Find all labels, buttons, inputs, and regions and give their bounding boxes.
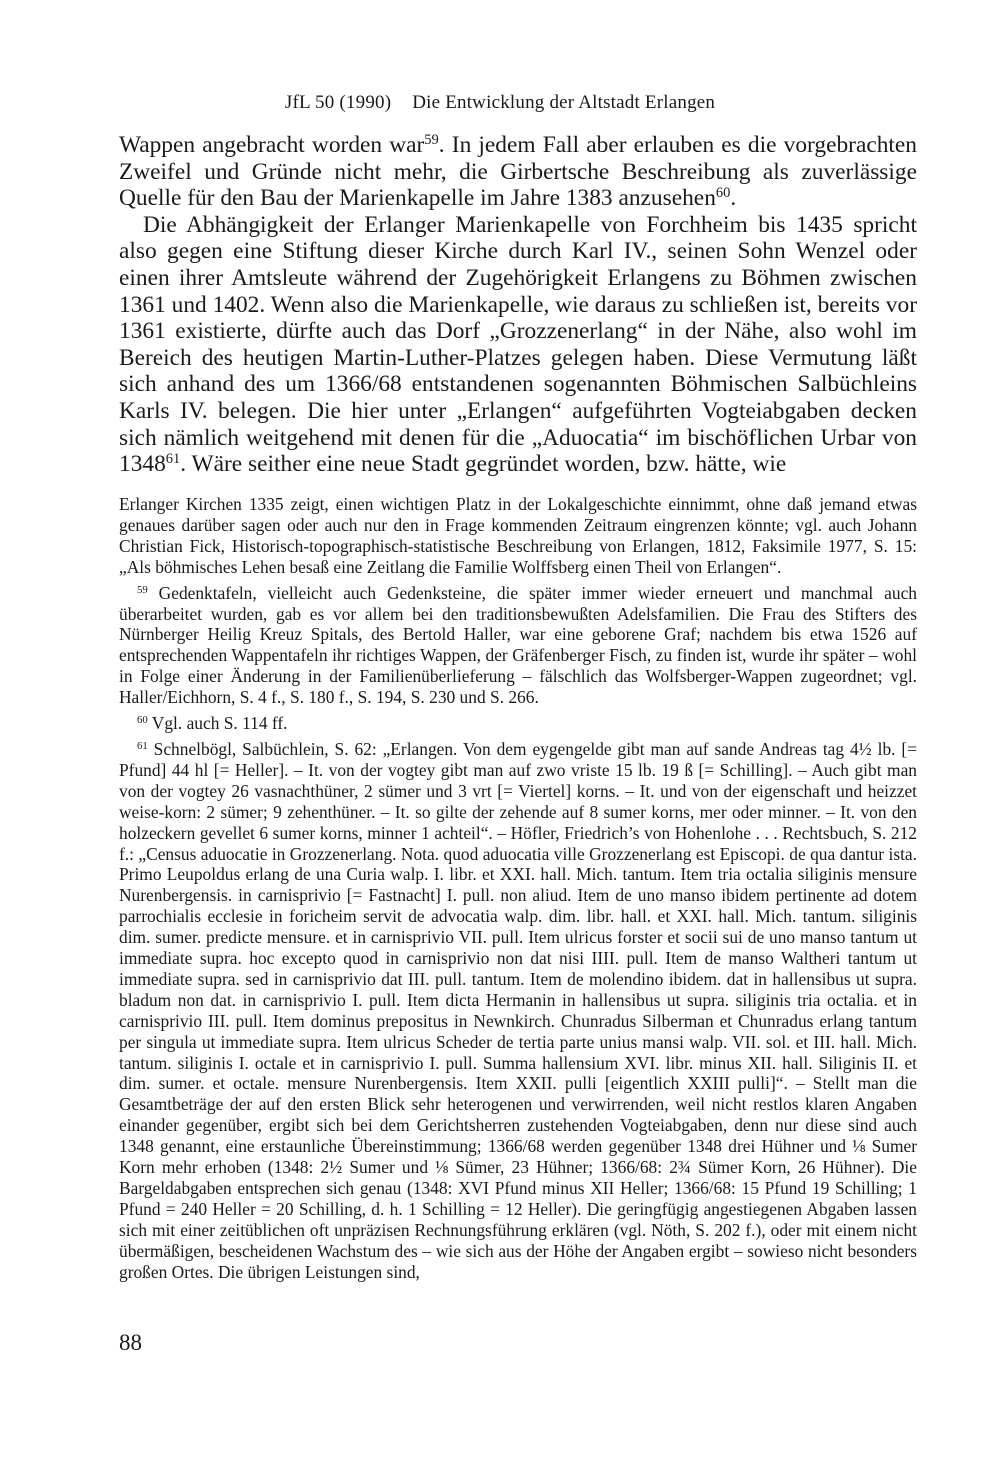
paragraph-2-text-a: Die Abhängigkeit der Erlanger Marienkapelle von Forchheim bis 1435 spricht also gegen eine Stiftung dieser Kirche durch Karl IV., seinen Sohn Wenzel oder einen ihrer Amtsleute während der Zugehörigkeit Erlangens zu Böhmen zwischen 1361 und 1402. Wenn also die Marienkapelle, wie daraus zu schließen ist, bereits vor 1361 existierte, dürfte auch das Dorf „Grozzenerlang“ in der Nähe, also wohl im Bereich des heutigen Martin-Luther-Platzes gelegen haben. Diese Vermutung läßt sich anhand des um 1366/68 entstandenen sogenannten Böhmischen Salbüchleins Karls IV. belegen. Die hier unter „Erlangen“ aufgeführten Vogteiabgaben decken sich nämlich weitgehend mit denen für die „Aduocatia“ im bischöflichen Urbar von 1348	[119, 211, 917, 478]
footnote-60-text: Vgl. auch S. 114 ff.	[147, 713, 288, 734]
paragraph-2-text-b: . Wäre seither eine neue Stadt gegründet worden, bzw. hätte, wie	[180, 451, 787, 478]
footnote-continuation: Erlanger Kirchen 1335 zeigt, einen wichtigen Platz in der Lokalgeschichte einnimmt, ohne daß jemand etwas genaues darüber sagen oder auch nur den in Frage kommenden Zeitraum eingrenzen könnte; vgl. auch Johann Christian Fick, Historisch-topographisch-statistische Beschreibung von Erlangen, 1812, Faksimile 1977, S. 15: „Als böhmisches Lehen besaß eine Zeitlang die Familie Wolffsberg einen Theil von Erlangen“.	[119, 494, 917, 577]
page-number: 88	[119, 1330, 142, 1355]
footnotes	[119, 494, 917, 1283]
header-title: Die Entwicklung der Altstadt Erlangen	[412, 92, 716, 113]
running-header	[0, 92, 1000, 114]
footnote-59-number: 59	[137, 583, 148, 596]
footnote-61-number: 61	[137, 740, 148, 753]
footnote-60	[119, 713, 917, 734]
footnote-60-number: 60	[137, 714, 148, 727]
main-text	[119, 132, 917, 478]
paragraph-2	[119, 212, 917, 478]
footnote-59-text: Gedenktafeln, vielleicht auch Gedenksteine, die später immer wieder erneuert und manchmal auch überarbeitet wurden, gab es vor allem bei den traditionsbewußten Adelsfamilien. Die Frau des Stifters des Nürnberger Heilig Kreuz Spitals, des Bertold Haller, war eine geborene Graf; nachdem bis etwa 1526 auf entsprechenden Wappentafeln ihr richtiges Wappen, der Gräfenberger Fisch, zu finden ist, wurde ihr später – wohl in Folge einer Änderung in der Familienüberlieferung – fälschlich das Wolfsberger-Wappen zugeordnet; vgl. Haller/Eichhorn, S. 4 f., S. 180 f., S. 194, S. 230 und S. 266.	[119, 582, 917, 708]
paragraph-1-text-a: Wappen angebracht worden war	[119, 132, 425, 158]
paragraph-1	[119, 132, 917, 212]
header-journal: JfL 50 (1990)	[284, 92, 392, 113]
paragraph-1-text-b: . In jedem Fall aber erlauben es die vorgebrachten Zweifel und Gründe nicht mehr, die Girbertsche Beschreibung als zuverlässige Quelle für den Bau der Marienkapelle im Jahre 1383 anzusehen	[119, 132, 917, 212]
paragraph-1-text-c: .	[730, 185, 737, 212]
footnote-ref-60: 60	[715, 185, 731, 202]
footnote-ref-59: 59	[424, 132, 439, 149]
footnote-ref-61: 61	[165, 451, 181, 468]
footnote-59	[119, 583, 917, 708]
footnote-61	[119, 739, 917, 1283]
footnote-61-text: Schnelbögl, Salbüchlein, S. 62: „Erlangen. Von dem eygengelde gibt man auf sande Andreas tag 4½ lb. [= Pfund] 44 hl [= Heller]. – It. von der vogtey gibt man auf zwo vriste 15 lb. 19 ß [= Schilling]. – Auch gibt man von der vogtey 26 vasnachthüner, 2 sümer und 3 vrt [= Viertel] korns. – It. und von der eigenschaft und heizzet weise-korn: 2 sümer; 9 zehenthüner. – It. so gilte der zehende auf 8 sumer korns, mer oder minner. – It. von den holzeckern gevellet 6 sumer korns, minner 1 achteil“. – Höfler, Friedrich’s von Hohenlohe . . . Rechtsbuch, S. 212 f.: „Census aduocatie in Grozzenerlang. Nota. quod aduocatia ville Grozzenerlang est Episcopi. de qua dantur ista. Primo Leupoldus erlang de una Curia walp. I. libr. et XXI. hall. Mich. tantum. Item tria octalia siliginis mensure Nurenbergensis. in carnisprivio [= Fastnacht] I. pull. non aliud. Item de uno manso ibidem pertinente ad dotem parrochialis ecclesie in foricheim servit de advocatia walp. dim. libr. hall. et XXI. hall. Mich. tantum. siliginis dim. sumer. predicte mensure. et in carnisprivio VII. pull. Item ulricus forster et socii sui de uno manso tantum ut immediate supra. hoc excepto quod in carnisprivio non dat nisi IIII. pull. Item de manso Waltheri tantum ut immediate supra. sed in carnisprivio dat III. pull. tantum. Item de molendino ibidem. dat in hallensibus ut supra. bladum non dat. in carnisprivio I. pull. Item dicta Hermanin in hallensibus ut supra. siliginis tria octalia. et in carnisprivio III. pull. Item dominus prepositus in Newnkirch. Chunradus Silberman et Chunradus erlang tantum per singula ut immediate supra. Item ulricus Scheder de tertia parte unius mansi walp. VII. sol. et III. hall. Mich. tantum. siliginis I. octale et in carnisprivio I. pull. Summa hallensium XVI. libr. minus XII. hall. Siliginis II. et dim. sumer. et octale. mensure Nurenbergensis. Item XXII. pulli [eigentlich XXIII pulli]“. – Stellt man die Gesamtbeträge der auf den ersten Blick sehr heterogenen und verwirrenden, weil nicht restlos klaren Angaben einander gegenüber, ergibt sich bei dem Gerichtsherren zustehenden Vogteiabgaben, denn nur diese sind auch 1348 genannt, eine erstaunliche Übereinstimmung; 1366/68 werden gegenüber 1348 drei Hühner und ⅛ Sumer Korn mehr erhoben (1348: 2½ Sumer und ⅛ Sümer, 23 Hühner; 1366/68: 2¾ Sümer Korn, 26 Hühner). Die Bargeldabgaben entsprechen sich genau (1348: XVI Pfund minus XII Heller; 1366/68: 15 Pfund 19 Schilling; 1 Pfund = 240 Heller = 20 Schilling, d. h. 1 Schilling = 12 Heller). Die geringfügig angestiegenen Abgaben lassen sich mit einer zeitüblichen oft unpräzisen Rechnungsführung erklären (vgl. Nöth, S. 202 f.), oder mit einem nicht übermäßigen, bescheidenen Wachstum des – wie sich aus der Höhe der Angaben ergibt – sowieso nicht besonders großen Ortes. Die übrigen Leistungen sind,	[119, 738, 917, 1282]
